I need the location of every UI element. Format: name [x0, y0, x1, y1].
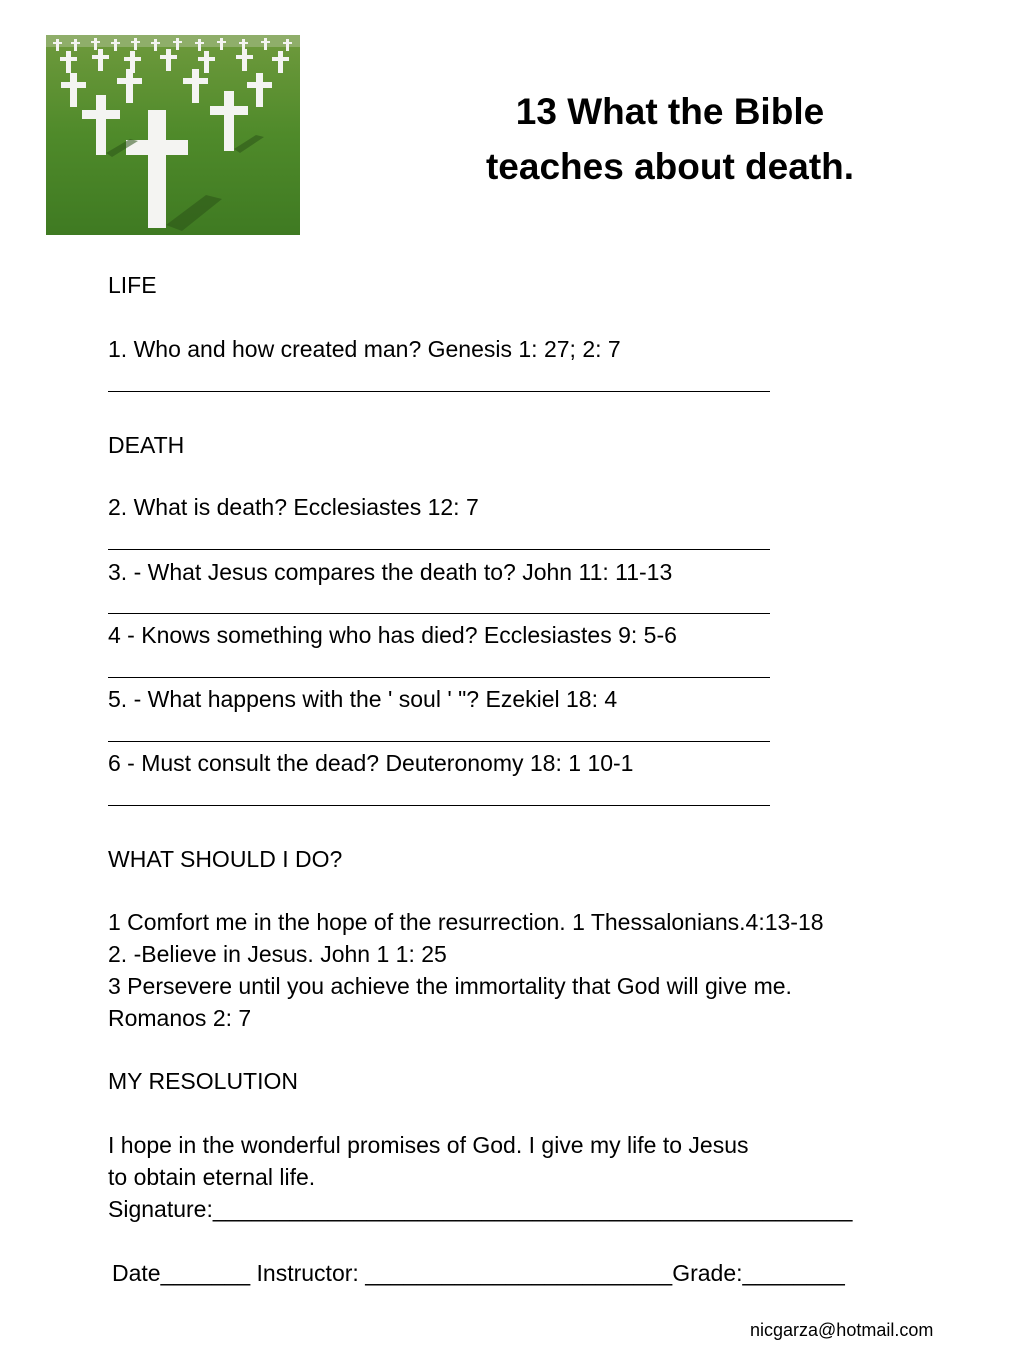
date-field[interactable]: _______ [160, 1260, 251, 1286]
instructor-field[interactable]: ________________________ [365, 1260, 673, 1286]
answer-line-6[interactable] [108, 805, 770, 806]
section-heading-life: LIFE [108, 272, 157, 298]
footer-fields-row [112, 1258, 845, 1288]
resolution-text-line-2: to obtain eternal life. [108, 1164, 316, 1190]
section-heading-what-to-do: WHAT SHOULD I DO? [108, 846, 343, 872]
grade-label: Grade: [672, 1260, 743, 1286]
grade-field[interactable]: ________ [742, 1260, 845, 1286]
question-6: 6 - Must consult the dead? Deuteronomy 18: 1 10-1 [108, 750, 634, 776]
answer-line-4[interactable] [108, 677, 770, 678]
question-3: 3. - What Jesus compares the death to? John 11: 11-13 [108, 559, 673, 585]
question-2: 2. What is death? Ecclesiastes 12: 7 [108, 494, 479, 520]
cemetery-crosses-photo [46, 35, 300, 235]
title-line-2: teaches about death. [485, 146, 855, 187]
action-item-3: 3 Persevere until you achieve the immortality that God will give me. [108, 973, 792, 999]
answer-line-2[interactable] [108, 549, 770, 550]
section-heading-resolution: MY RESOLUTION [108, 1068, 298, 1094]
answer-line-5[interactable] [108, 741, 770, 742]
title-line-1: 13 What the Bible [515, 91, 825, 132]
instructor-label: Instructor: [250, 1260, 366, 1286]
action-item-1: 1 Comfort me in the hope of the resurrection. 1 Thessalonians.4:13-18 [108, 909, 824, 935]
signature-field[interactable]: __________________________________________________ [212, 1196, 853, 1222]
action-item-3-continued: Romanos 2: 7 [108, 1005, 252, 1031]
date-label: Date [112, 1260, 161, 1286]
question-4: 4 - Knows something who has died? Ecclesiastes 9: 5-6 [108, 622, 677, 648]
signature-row [108, 1194, 852, 1224]
resolution-text-line-1: I hope in the wonderful promises of God. I give my life to Jesus [108, 1132, 749, 1158]
question-5: 5. - What happens with the ' soul ' "? Ezekiel 18: 4 [108, 686, 618, 712]
signature-label: Signature: [108, 1196, 213, 1222]
action-item-2: 2. -Believe in Jesus. John 1 1: 25 [108, 941, 447, 967]
answer-line-1[interactable] [108, 391, 770, 392]
section-heading-death: DEATH [108, 432, 185, 458]
question-1: 1. Who and how created man? Genesis 1: 27; 2: 7 [108, 336, 621, 362]
author-email: nicgarza@hotmail.com [750, 1320, 934, 1340]
page-title [440, 84, 900, 194]
answer-line-3[interactable] [108, 613, 770, 614]
